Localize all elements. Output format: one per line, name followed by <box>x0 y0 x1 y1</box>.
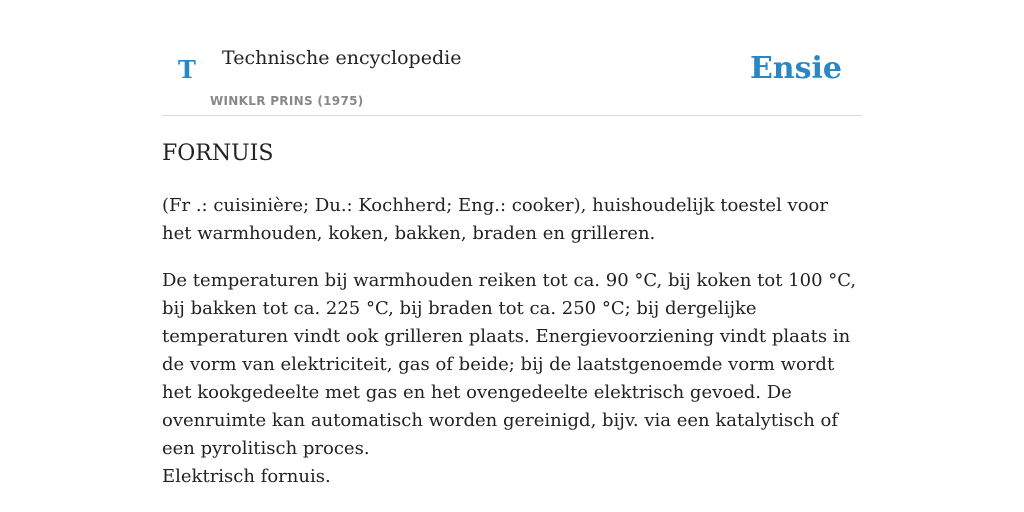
encyclopedia-title-link[interactable]: Technische encyclopedie <box>222 47 462 69</box>
encyclopedia-logo-icon[interactable]: T <box>178 55 196 84</box>
image-caption: Elektrisch fornuis. <box>162 466 331 487</box>
page-container <box>162 0 862 487</box>
ensie-brand-logo[interactable]: Ensie <box>749 51 842 86</box>
encyclopedia-header <box>162 0 862 116</box>
article-paragraph-2: De temperaturen bij warmhouden reiken tot ca. 90 °C, bij koken tot 100 °C, bij bakken tot ca. 225 °C, bij braden tot ca. 250 °C; bij dergelijke temperaturen vindt ook grilleren plaats. Energievoorziening vindt plaats in de vorm van elektriciteit, gas of beide; bij de laatstgenoemde vorm wordt het kookgedeelte met gas en het ovengedeelte elektrisch gevoed. De ovenruimte kan automatisch worden gereinigd, bijv. via een katalytisch of een pyrolitisch proces. <box>162 270 857 459</box>
article-paragraph-1: (Fr .: cuisinière; Du.: Kochherd; Eng.: cooker), huishoudelijk toestel voor het warmhouden, koken, bakken, braden en grilleren. <box>162 195 828 244</box>
article-title: FORNUIS <box>162 141 274 166</box>
edition-label: WINKLR PRINS (1975) <box>210 94 364 108</box>
